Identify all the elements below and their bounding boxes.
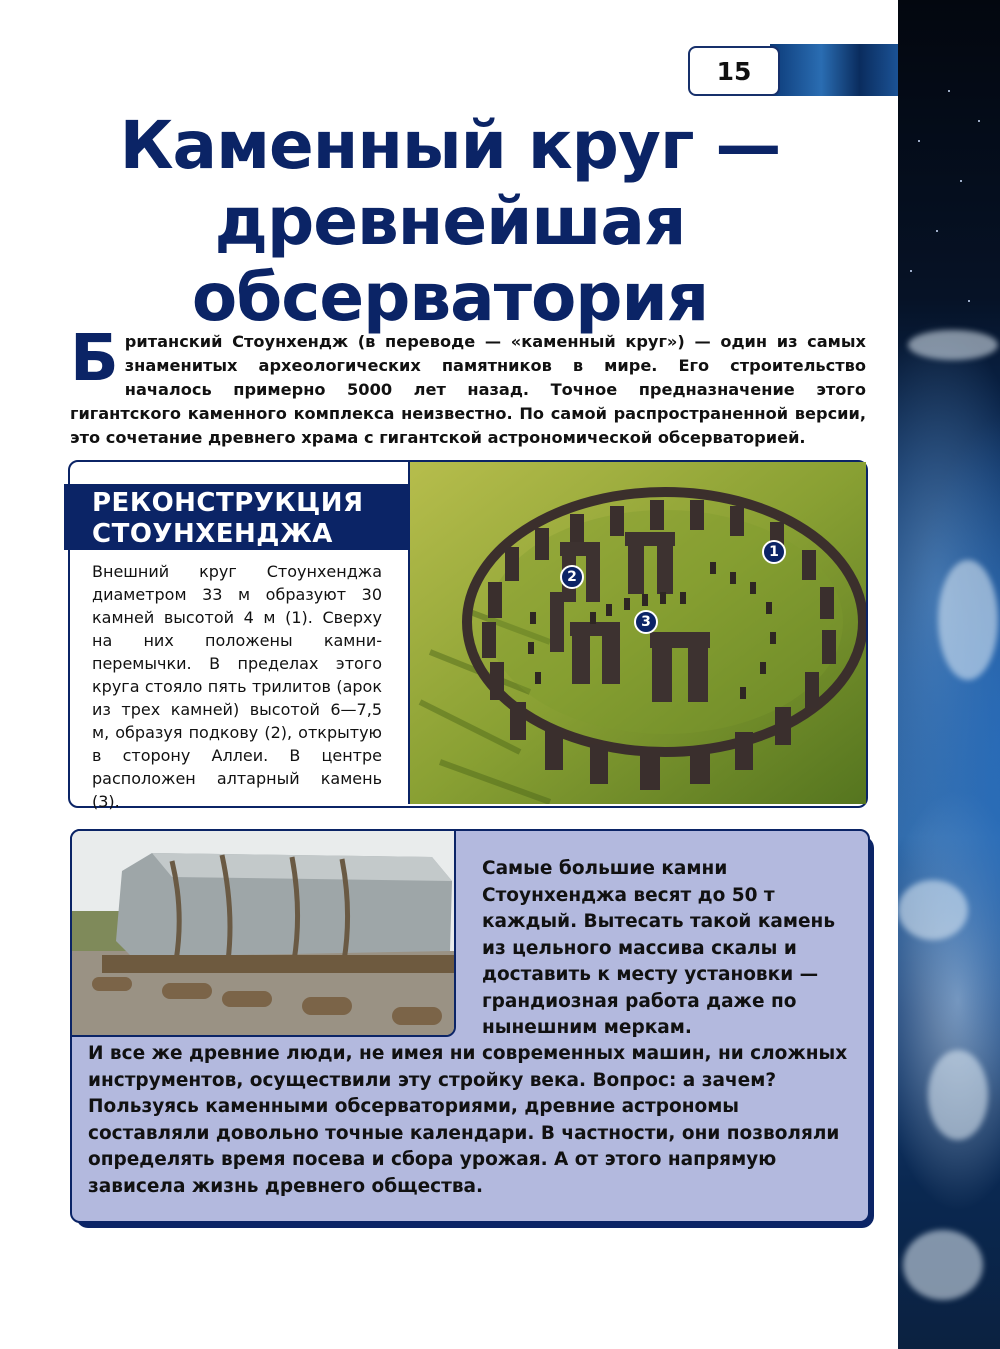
stones-text-bottom: И все же древние люди, не имея ни современных машин, ни сложных инструментов, осуществили эту стройку века. Вопрос: а зачем? Пользуясь каменными обсерваториями, древние астрономы составляли довольно точные календари. В частности, они позволяли определять время посева и сбора урожая. А от этого напрямую зависела жизнь древнего общества. <box>88 1043 848 1197</box>
page-number-band <box>770 44 898 96</box>
megalith-on-logs-image <box>70 829 456 1037</box>
marker-1: 1 <box>762 540 786 564</box>
stonehenge-illustration <box>410 462 866 804</box>
intro-text: ританский Стоунхендж (в переводе — «каменный круг») — один из самых знаменитых археологических памятников в мире. Его строительство началось примерно 5000 лет назад. Точное предназначение этого гигантского каменного комплекса неизвестно. По самой распространенной версии, это сочетание древнего храма с гигантской астрономической обсерваторией. <box>70 332 866 447</box>
page-number: 15 <box>688 46 780 96</box>
title-line-3: обсерватория <box>191 259 709 336</box>
reconstruction-heading-line-1: РЕКОНСТРУКЦИЯ <box>92 488 364 518</box>
intro-paragraph <box>70 322 866 450</box>
marker-2: 2 <box>560 565 584 589</box>
page-title <box>70 108 830 336</box>
stonehenge-reconstruction-image <box>408 462 866 804</box>
reconstruction-heading <box>64 484 409 550</box>
stones-text-right: Самые большие камни Стоунхенджа весят до 50 т каждый. Вытесать такой камень из цельного массива скалы и доставить к месту установки — грандиозная работа даже по нынешним меркам. <box>482 858 836 1038</box>
title-line-1: Каменный круг — <box>119 107 781 184</box>
reconstruction-text: Внешний круг Стоунхенджа диаметром 33 м образуют 30 камней высотой 4 м (1). Сверху на них положены камни-перемычки. В пределах этого круга стояло пять трилитов (арок из трех камней) высотой 6—7,5 м, образуя подкову (2), открытую в сторону Аллеи. В центре расположен алтарный камень (3). <box>92 562 382 811</box>
marker-3: 3 <box>634 610 658 634</box>
drop-cap: Б <box>70 322 119 396</box>
title-line-2: древнейшая <box>214 183 686 260</box>
reconstruction-heading-line-2: СТОУНХЕНДЖА <box>92 519 333 549</box>
megalith-illustration <box>72 831 454 1035</box>
space-earth-image <box>898 0 1000 1349</box>
